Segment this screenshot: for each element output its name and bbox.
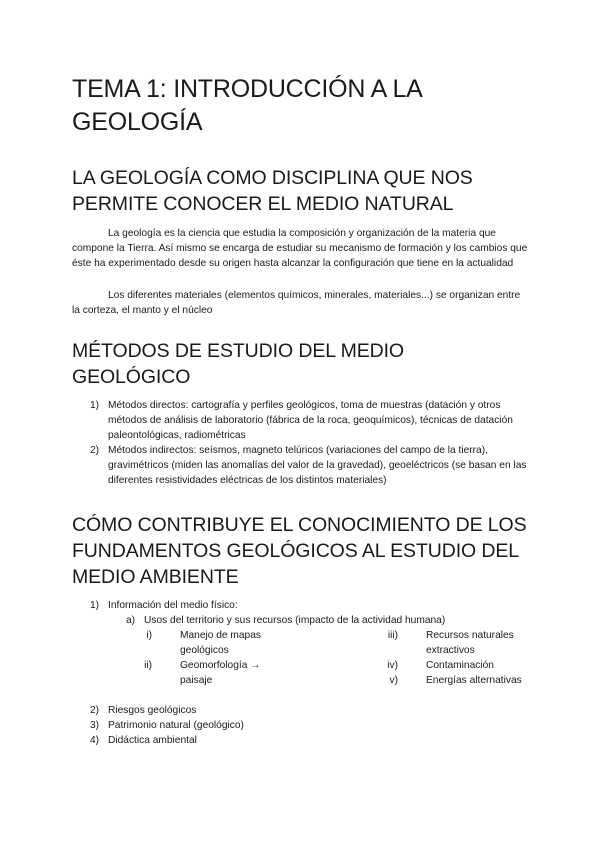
roman-item: [144, 658, 290, 688]
roman-item: [389, 673, 536, 688]
sub-list-item-text: Usos del territorio y sus recursos (impacto de la actividad humana): [144, 615, 446, 626]
list-item-text: Riesgos geológicos: [108, 705, 197, 716]
list-item: [72, 733, 528, 748]
list-item: [72, 443, 528, 488]
numbered-list-contribucion: [72, 598, 528, 628]
section-heading-metodos: MÉTODOS DE ESTUDIO DEL MEDIO GEOLÓGICO: [72, 340, 404, 388]
list-item: [72, 718, 528, 733]
sub-list-item: [108, 613, 528, 628]
list-letter: a): [126, 615, 136, 626]
list-item-text: Patrimonio natural (geológico): [108, 720, 244, 731]
numbered-list-metodos: [72, 398, 528, 488]
paragraph-materiales: [72, 288, 528, 318]
roman-item: [387, 628, 536, 658]
roman-item-text: Recursos naturales extractivos: [426, 630, 514, 656]
section-heading-contribucion: CÓMO CONTRIBUYE EL CONOCIMIENTO DE LOS FUNDAMENTOS GEOLÓGICOS AL ESTUDIO DEL MEDIO AMBIENTE: [72, 514, 527, 588]
section-heading-geologia: LA GEOLOGÍA COMO DISCIPLINA QUE NOS PERMITE CONOCER EL MEDIO NATURAL: [72, 167, 473, 215]
list-item-text: Didáctica ambiental: [108, 735, 197, 746]
list-item-text: Métodos indirectos: seísmos, magneto telúricos (variaciones del campo de la tierra), gravimétricos (miden las anomalías del valor de la gravedad), geoeléctricos (se basan en las diferentes resistividades eléctricas de los distintos materiales): [108, 445, 527, 486]
list-number: 2): [90, 445, 100, 456]
list-item: [72, 398, 528, 443]
roman-number: i): [146, 630, 152, 641]
roman-number: v): [389, 675, 398, 686]
roman-number: ii): [144, 660, 152, 671]
roman-number: iv): [387, 660, 398, 671]
list-item-text: Información del medio físico:: [108, 600, 238, 611]
list-number: 4): [90, 735, 100, 746]
roman-item: [146, 628, 290, 658]
list-number: 3): [90, 720, 100, 731]
list-item: [72, 613, 528, 628]
roman-item-text: Energías alternativas: [426, 675, 522, 686]
paragraph-definicion: [72, 226, 528, 271]
roman-number: iii): [387, 630, 398, 641]
roman-item-text: Manejo de mapas geológicos: [180, 630, 261, 656]
numbered-list-contribucion-rest: [72, 703, 528, 748]
list-item: [72, 598, 528, 613]
list-item: [72, 703, 528, 718]
roman-item: [387, 658, 536, 673]
list-number: 1): [90, 600, 100, 611]
roman-item-text: Contaminación: [426, 660, 494, 671]
paragraph-text: La geología es la ciencia que estudia la composición y organización de la materia que compone la Tierra. Así mismo se encarga de estudiar su mecanismo de formación y los cambios que éste ha experimentado desde su origen hasta alcanzar la configuración que tiene en la actualidad: [72, 228, 528, 269]
roman-item-text: Geomorfología → paisaje: [180, 660, 261, 686]
list-item-text: Métodos directos: cartografía y perfiles geológicos, toma de muestras (datación y otros métodos de análisis de laboratorio (fábrica de la roca, geoquímicos), técnicas de datación paleontológicas, radiométricas: [108, 400, 513, 441]
page-title: TEMA 1: INTRODUCCIÓN A LA GEOLOGÍA: [72, 75, 422, 136]
list-number: 2): [90, 705, 100, 716]
list-number: 1): [90, 400, 100, 411]
paragraph-text: Los diferentes materiales (elementos químicos, minerales, materiales...) se organizan entre la corteza, el manto y el núcleo: [72, 290, 521, 316]
